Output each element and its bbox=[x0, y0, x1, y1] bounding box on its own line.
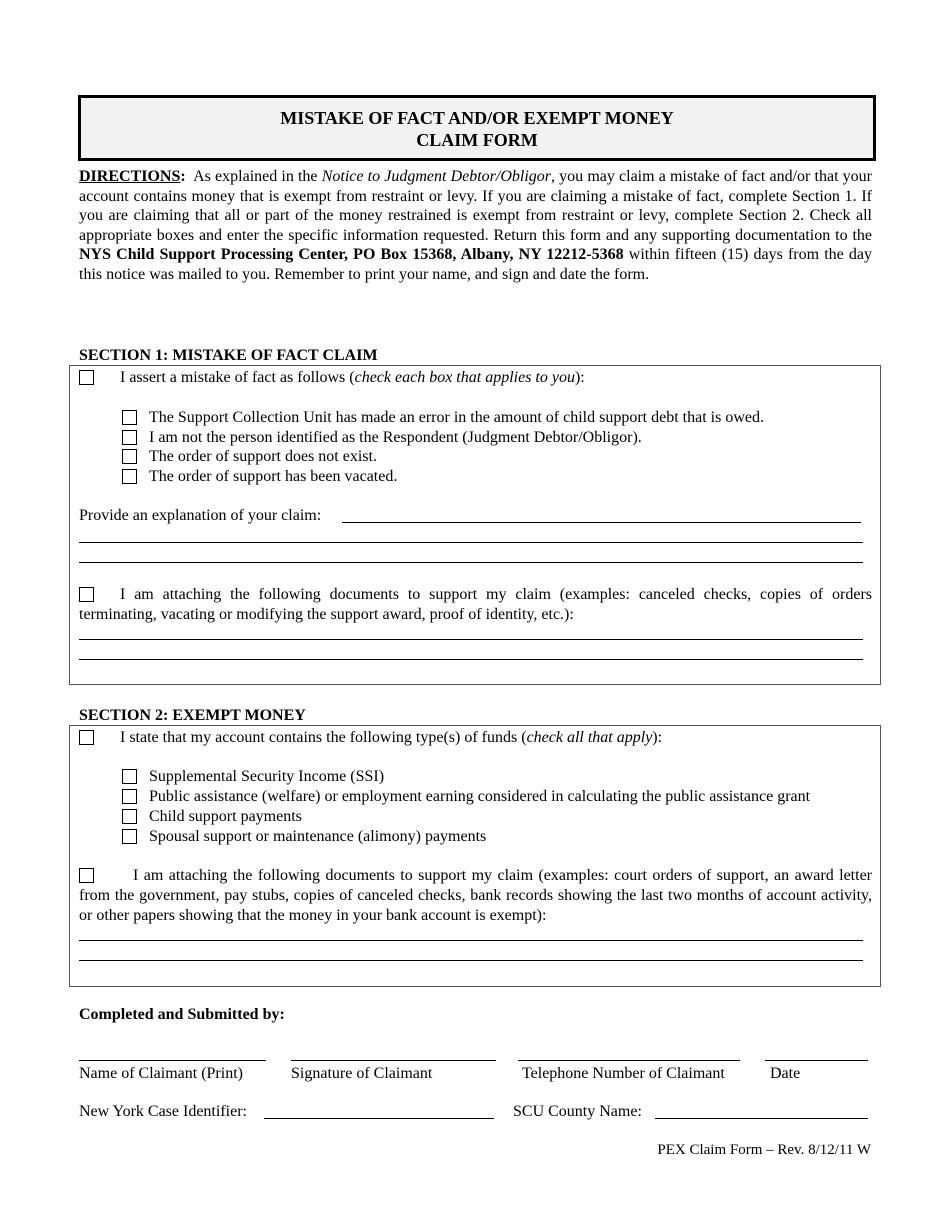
section1-assert-text: I assert a mistake of fact as follows (check each box that applies to you): bbox=[120, 369, 585, 386]
section2-state-row bbox=[79, 728, 94, 746]
option-checkbox[interactable] bbox=[122, 449, 137, 464]
signature-line[interactable] bbox=[291, 1060, 496, 1061]
section1-assert-row bbox=[79, 368, 94, 386]
county-name-label: SCU County Name: bbox=[513, 1103, 642, 1120]
section2-box bbox=[69, 725, 881, 987]
option-label: The Support Collection Unit has made an error in the amount of child support debt that is owed. bbox=[149, 409, 764, 426]
directions-label: DIRECTIONS bbox=[79, 168, 181, 185]
form-title-box bbox=[78, 95, 876, 161]
signature-label: Signature of Claimant bbox=[291, 1065, 433, 1082]
option-row bbox=[122, 429, 764, 449]
option-label: The order of support has been vacated. bbox=[149, 467, 398, 485]
option-row bbox=[122, 409, 764, 429]
option-label: I am not the person identified as the Respondent (Judgment Debtor/Obligor). bbox=[149, 428, 642, 446]
explanation-line[interactable] bbox=[79, 562, 863, 563]
telephone-line[interactable] bbox=[518, 1060, 740, 1061]
documents-line[interactable] bbox=[79, 960, 863, 961]
telephone-label: Telephone Number of Claimant bbox=[522, 1065, 725, 1082]
state-funds-checkbox[interactable] bbox=[79, 730, 94, 745]
claimant-name-label: Name of Claimant (Print) bbox=[79, 1065, 243, 1082]
section2-options bbox=[122, 768, 810, 848]
mailing-address: NYS Child Support Processing Center, PO Box 15368, Albany, NY 12212-5368 bbox=[79, 246, 624, 264]
section2-title: SECTION 2: EXEMPT MONEY bbox=[79, 707, 306, 724]
option-row bbox=[122, 448, 764, 468]
form-revision-footer: PEX Claim Form – Rev. 8/12/11 W bbox=[657, 1142, 871, 1158]
fund-row bbox=[122, 808, 810, 828]
fund-checkbox[interactable] bbox=[122, 829, 137, 844]
documents-line[interactable] bbox=[79, 940, 863, 941]
fund-checkbox[interactable] bbox=[122, 809, 137, 824]
option-checkbox[interactable] bbox=[122, 430, 137, 445]
directions-paragraph: DIRECTIONS: As explained in the Notice to Judgment Debtor/Obligor, you may claim a mistake of fact and/or that your account contains money that is exempt from restraint or levy. If you are claiming a mistake of fact, complete Section 1. If you are claiming that all or part of the money restrained is exempt from restraint or levy, complete Section 2. Check all appropriate boxes and enter the specific information requested. Return this form and any supporting documentation to the NYS Child Support Processing Center, PO Box 15368, Albany, NY 12212-5368 within fifteen (15) days from the day this notice was mailed to you. Remember to print your name, and sign and date the form. bbox=[79, 168, 873, 283]
fund-checkbox[interactable] bbox=[122, 769, 137, 784]
explanation-label: Provide an explanation of your claim: bbox=[79, 507, 322, 524]
documents-line[interactable] bbox=[79, 639, 863, 640]
case-identifier-label: New York Case Identifier: bbox=[79, 1103, 247, 1120]
explanation-line[interactable] bbox=[79, 542, 863, 543]
date-line[interactable] bbox=[765, 1060, 868, 1061]
date-label: Date bbox=[770, 1065, 801, 1082]
option-row bbox=[122, 468, 764, 488]
explanation-line[interactable] bbox=[342, 522, 861, 523]
section1-attach-text: I am attaching the following documents to support my claim (examples: canceled checks, copies of orders terminating, vacating or modifying the support award, proof of identity, etc.): bbox=[79, 586, 872, 623]
fund-label: Public assistance (welfare) or employment earning considered in calculating the public assistance grant bbox=[149, 788, 811, 805]
case-identifier-line[interactable] bbox=[264, 1118, 494, 1119]
fund-checkbox[interactable] bbox=[122, 789, 137, 804]
section2-state-text: I state that my account contains the following type(s) of funds (check all that apply): bbox=[120, 729, 663, 746]
fund-label: Child support payments bbox=[149, 808, 302, 825]
assert-mistake-checkbox[interactable] bbox=[79, 370, 94, 385]
form-title: MISTAKE OF FACT AND/OR EXEMPT MONEY bbox=[280, 108, 674, 128]
claimant-name-line[interactable] bbox=[79, 1060, 266, 1061]
fund-label: Spousal support or maintenance (alimony) payments bbox=[149, 828, 487, 845]
fund-label: Supplemental Security Income (SSI) bbox=[149, 768, 385, 785]
fund-row bbox=[122, 828, 810, 848]
county-name-line[interactable] bbox=[655, 1118, 868, 1119]
section1-title: SECTION 1: MISTAKE OF FACT CLAIM bbox=[79, 347, 378, 364]
fund-row bbox=[122, 768, 810, 788]
option-checkbox[interactable] bbox=[122, 469, 137, 484]
submission-heading: Completed and Submitted by: bbox=[79, 1006, 285, 1023]
fund-row bbox=[122, 788, 810, 808]
option-label: The order of support does not exist. bbox=[149, 448, 377, 465]
form-subtitle: CLAIM FORM bbox=[416, 130, 538, 150]
documents-line[interactable] bbox=[79, 659, 863, 660]
notice-title: Notice to Judgment Debtor/Obligor bbox=[321, 168, 552, 185]
section1-options bbox=[122, 409, 764, 487]
option-checkbox[interactable] bbox=[122, 410, 137, 425]
section2-attach-text: I am attaching the following documents to support my claim (examples: court orders of support, an award letter from the government, pay stubs, copies of canceled checks, bank records showing the last two months of account activity, or other papers showing that the money in your bank account is exempt): bbox=[79, 867, 872, 924]
